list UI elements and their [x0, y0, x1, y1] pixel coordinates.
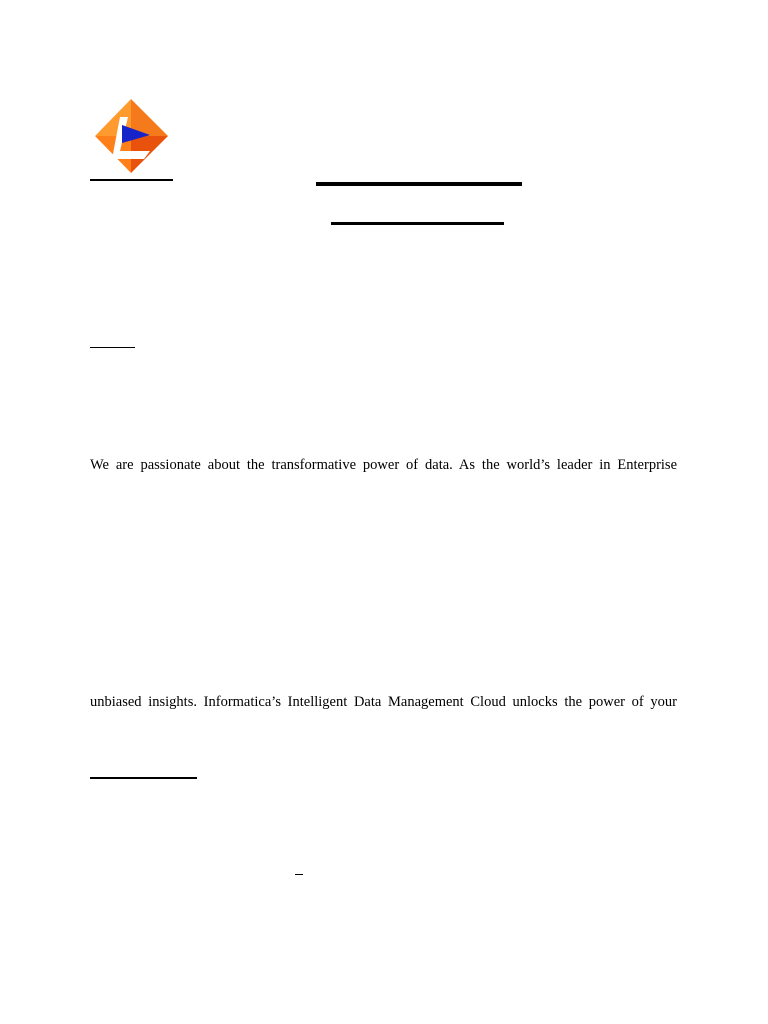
informatica-logo-icon — [90, 95, 172, 177]
section-heading-underline — [90, 347, 135, 348]
subtitle-underline — [331, 222, 504, 225]
body-text-line: We are passionate about the transformative power of data. As the world’s leader in Enterprise — [90, 457, 677, 473]
logo-underline — [90, 179, 173, 181]
body-text-line: unbiased insights. Informatica’s Intelligent Data Management Cloud unlocks the power of your — [90, 694, 677, 710]
title-underline — [316, 182, 522, 186]
dash-mark — [295, 874, 303, 875]
section-heading-underline — [90, 777, 197, 779]
